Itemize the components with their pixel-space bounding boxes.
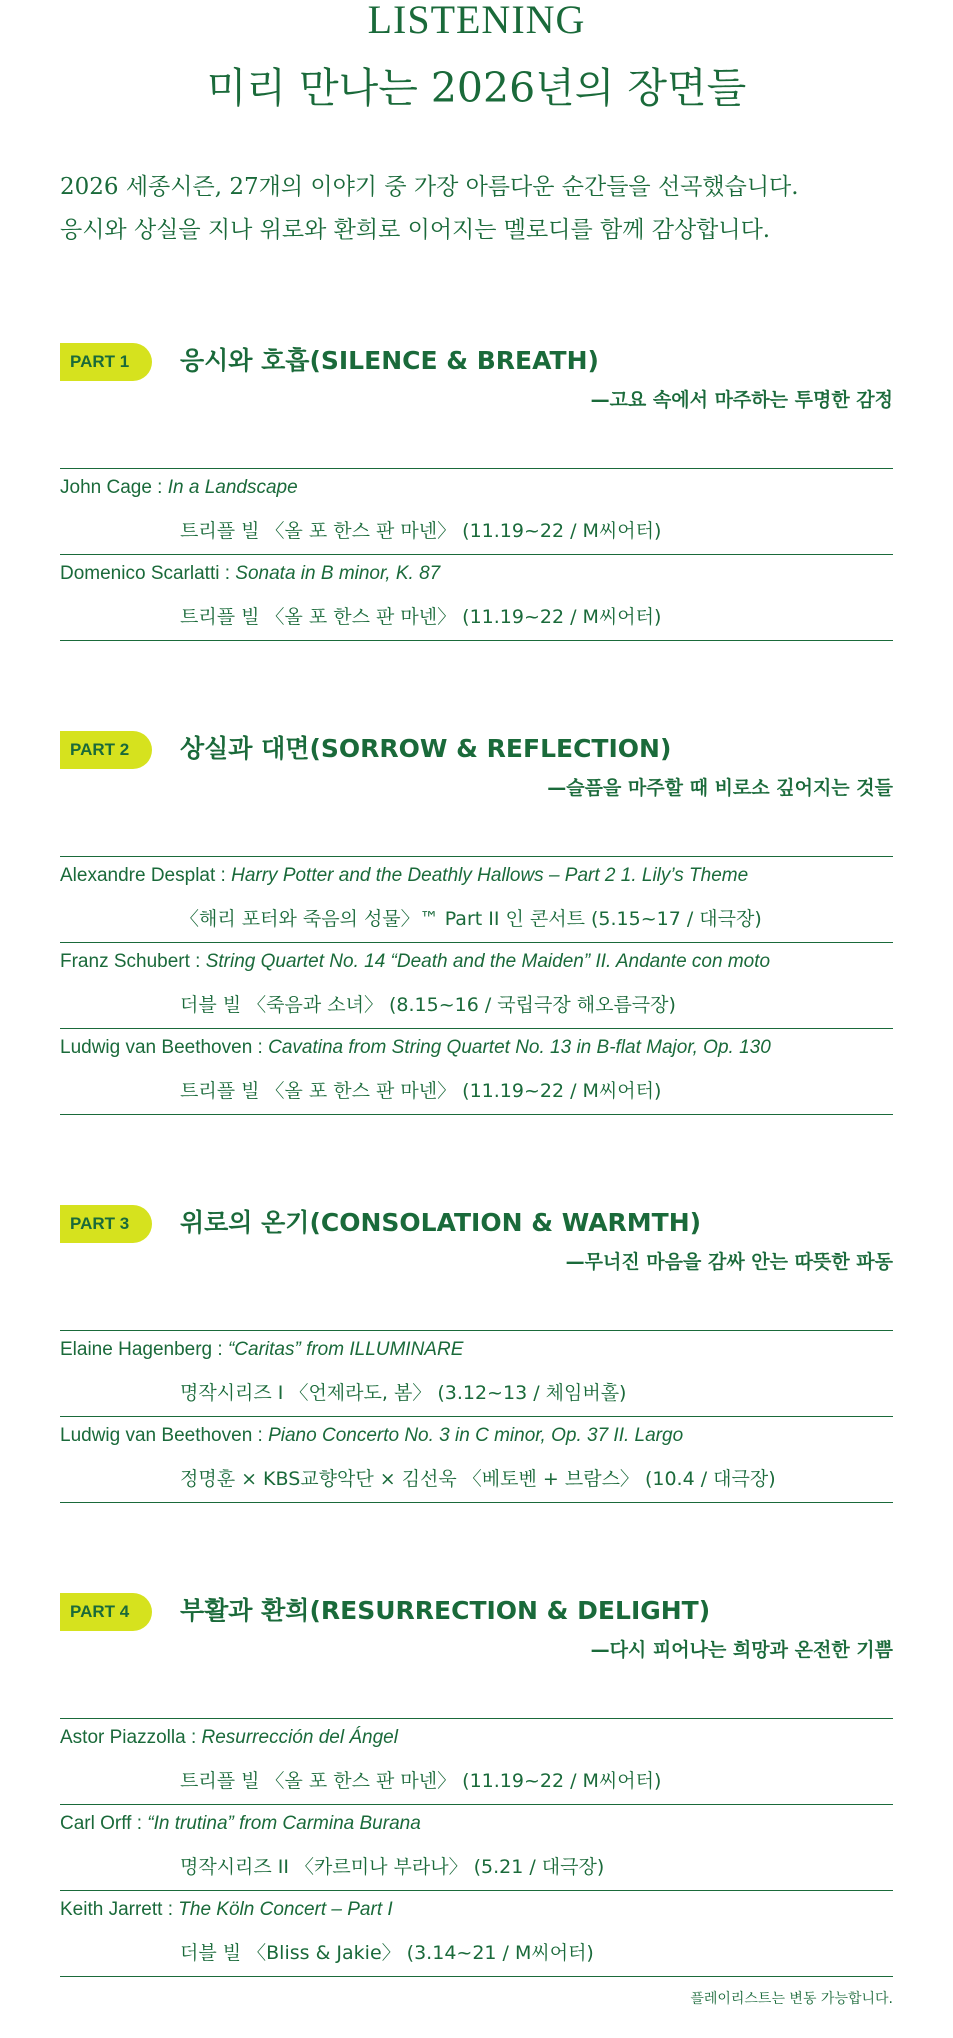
track-composer: Ludwig van Beethoven : — [60, 1425, 269, 1446]
track-work: “In trutina” from Carmina Burana — [147, 1813, 421, 1834]
part-title: 부활과 환희(RESURRECTION & DELIGHT) — [180, 1596, 711, 1625]
track-title — [60, 475, 298, 501]
part-badge: PART 4 — [60, 1593, 152, 1631]
track-composer: Carl Orff : — [60, 1813, 148, 1834]
track-title — [60, 1897, 393, 1923]
part-subtitle: —슬픔을 마주할 때 비로소 깊어지는 것들 — [547, 777, 893, 799]
track-work: In a Landscape — [167, 477, 298, 498]
divider — [60, 1330, 893, 1331]
part-subtitle: —다시 피어나는 희망과 온전한 기쁨 — [590, 1639, 893, 1661]
track-title — [60, 561, 440, 587]
track-composer: Keith Jarrett : — [60, 1899, 179, 1920]
divider — [60, 1718, 893, 1719]
divider — [60, 942, 893, 943]
divider — [60, 1028, 893, 1029]
part-badge: PART 2 — [60, 731, 152, 769]
track-work: String Quartet No. 14 “Death and the Maiden” II. Andante con moto — [205, 951, 771, 972]
track-program: 더블 빌 〈Bliss & Jakie〉 (3.14~21 / M씨어터) — [180, 1942, 594, 1964]
track-composer: Elaine Hagenberg : — [60, 1339, 228, 1360]
track-program: 트리플 빌 〈올 포 한스 판 마넨〉 (11.19~22 / M씨어터) — [180, 520, 662, 542]
page-title-ko: 미리 만나는 2026년의 장면들 — [206, 64, 747, 112]
track-work: Cavatina from String Quartet No. 13 in B-flat Major, Op. 130 — [268, 1037, 771, 1058]
track-composer: John Cage : — [60, 477, 168, 498]
track-work: Sonata in B minor, K. 87 — [235, 563, 441, 584]
part-subtitle: —고요 속에서 마주하는 투명한 감정 — [590, 389, 893, 411]
track-program: 〈해리 포터와 죽음의 성물〉™ Part II 인 콘서트 (5.15~17 / 대극장) — [180, 908, 762, 930]
track-composer: Franz Schubert : — [60, 951, 206, 972]
part-badge: PART 3 — [60, 1205, 152, 1243]
divider — [60, 1416, 893, 1417]
track-title — [60, 1811, 421, 1837]
track-program: 정명훈 × KBS교향악단 × 김선욱 〈베토벤 + 브람스〉 (10.4 / 대극장) — [180, 1468, 776, 1490]
track-work: Piano Concerto No. 3 in C minor, Op. 37 II. Largo — [268, 1425, 684, 1446]
track-work: Harry Potter and the Deathly Hallows – Part 2 1. Lily’s Theme — [231, 865, 749, 886]
track-title — [60, 949, 770, 975]
track-composer: Astor Piazzolla : — [60, 1727, 202, 1748]
track-title — [60, 1725, 398, 1751]
divider — [60, 856, 893, 857]
track-composer: Ludwig van Beethoven : — [60, 1037, 269, 1058]
divider — [60, 554, 893, 555]
track-program: 명작시리즈 I 〈언제라도, 봄〉 (3.12~13 / 체임버홀) — [180, 1382, 627, 1404]
track-program: 트리플 빌 〈올 포 한스 판 마넨〉 (11.19~22 / M씨어터) — [180, 1080, 662, 1102]
track-work: “Caritas” from ILLUMINARE — [227, 1339, 464, 1360]
track-program: 트리플 빌 〈올 포 한스 판 마넨〉 (11.19~22 / M씨어터) — [180, 606, 662, 628]
part-title: 응시와 호흡(SILENCE & BREATH) — [180, 346, 599, 375]
track-title — [60, 863, 748, 889]
track-composer: Domenico Scarlatti : — [60, 563, 236, 584]
part-subtitle: —무너진 마음을 감싸 안는 따뜻한 파동 — [565, 1251, 893, 1273]
track-program: 트리플 빌 〈올 포 한스 판 마넨〉 (11.19~22 / M씨어터) — [180, 1770, 662, 1792]
divider — [60, 468, 893, 469]
track-work: Resurrección del Ángel — [201, 1727, 398, 1748]
intro-line-2: 응시와 상실을 지나 위로와 환희로 이어지는 멜로디를 함께 감상합니다. — [60, 217, 771, 243]
divider — [60, 640, 893, 641]
track-title — [60, 1035, 771, 1061]
track-title — [60, 1337, 463, 1363]
footnote: 플레이리스트는 변동 가능합니다. — [690, 1991, 893, 2007]
divider — [60, 1114, 893, 1115]
page-title-en: LISTENING — [367, 0, 586, 42]
track-program: 더블 빌 〈죽음과 소녀〉 (8.15~16 / 국립극장 해오름극장) — [180, 994, 676, 1016]
intro-line-1: 2026 세종시즌, 27개의 이야기 중 가장 아름다운 순간들을 선곡했습니다. — [60, 174, 799, 200]
divider — [60, 1804, 893, 1805]
divider — [60, 1890, 893, 1891]
track-composer: Alexandre Desplat : — [60, 865, 232, 886]
part-title: 위로의 온기(CONSOLATION & WARMTH) — [180, 1208, 702, 1237]
track-title — [60, 1423, 683, 1449]
divider — [60, 1976, 893, 1977]
divider — [60, 1502, 893, 1503]
track-program: 명작시리즈 II 〈카르미나 부라나〉 (5.21 / 대극장) — [180, 1856, 605, 1878]
part-badge: PART 1 — [60, 343, 152, 381]
track-work: The Köln Concert – Part I — [178, 1899, 393, 1920]
part-title: 상실과 대면(SORROW & REFLECTION) — [180, 734, 672, 763]
